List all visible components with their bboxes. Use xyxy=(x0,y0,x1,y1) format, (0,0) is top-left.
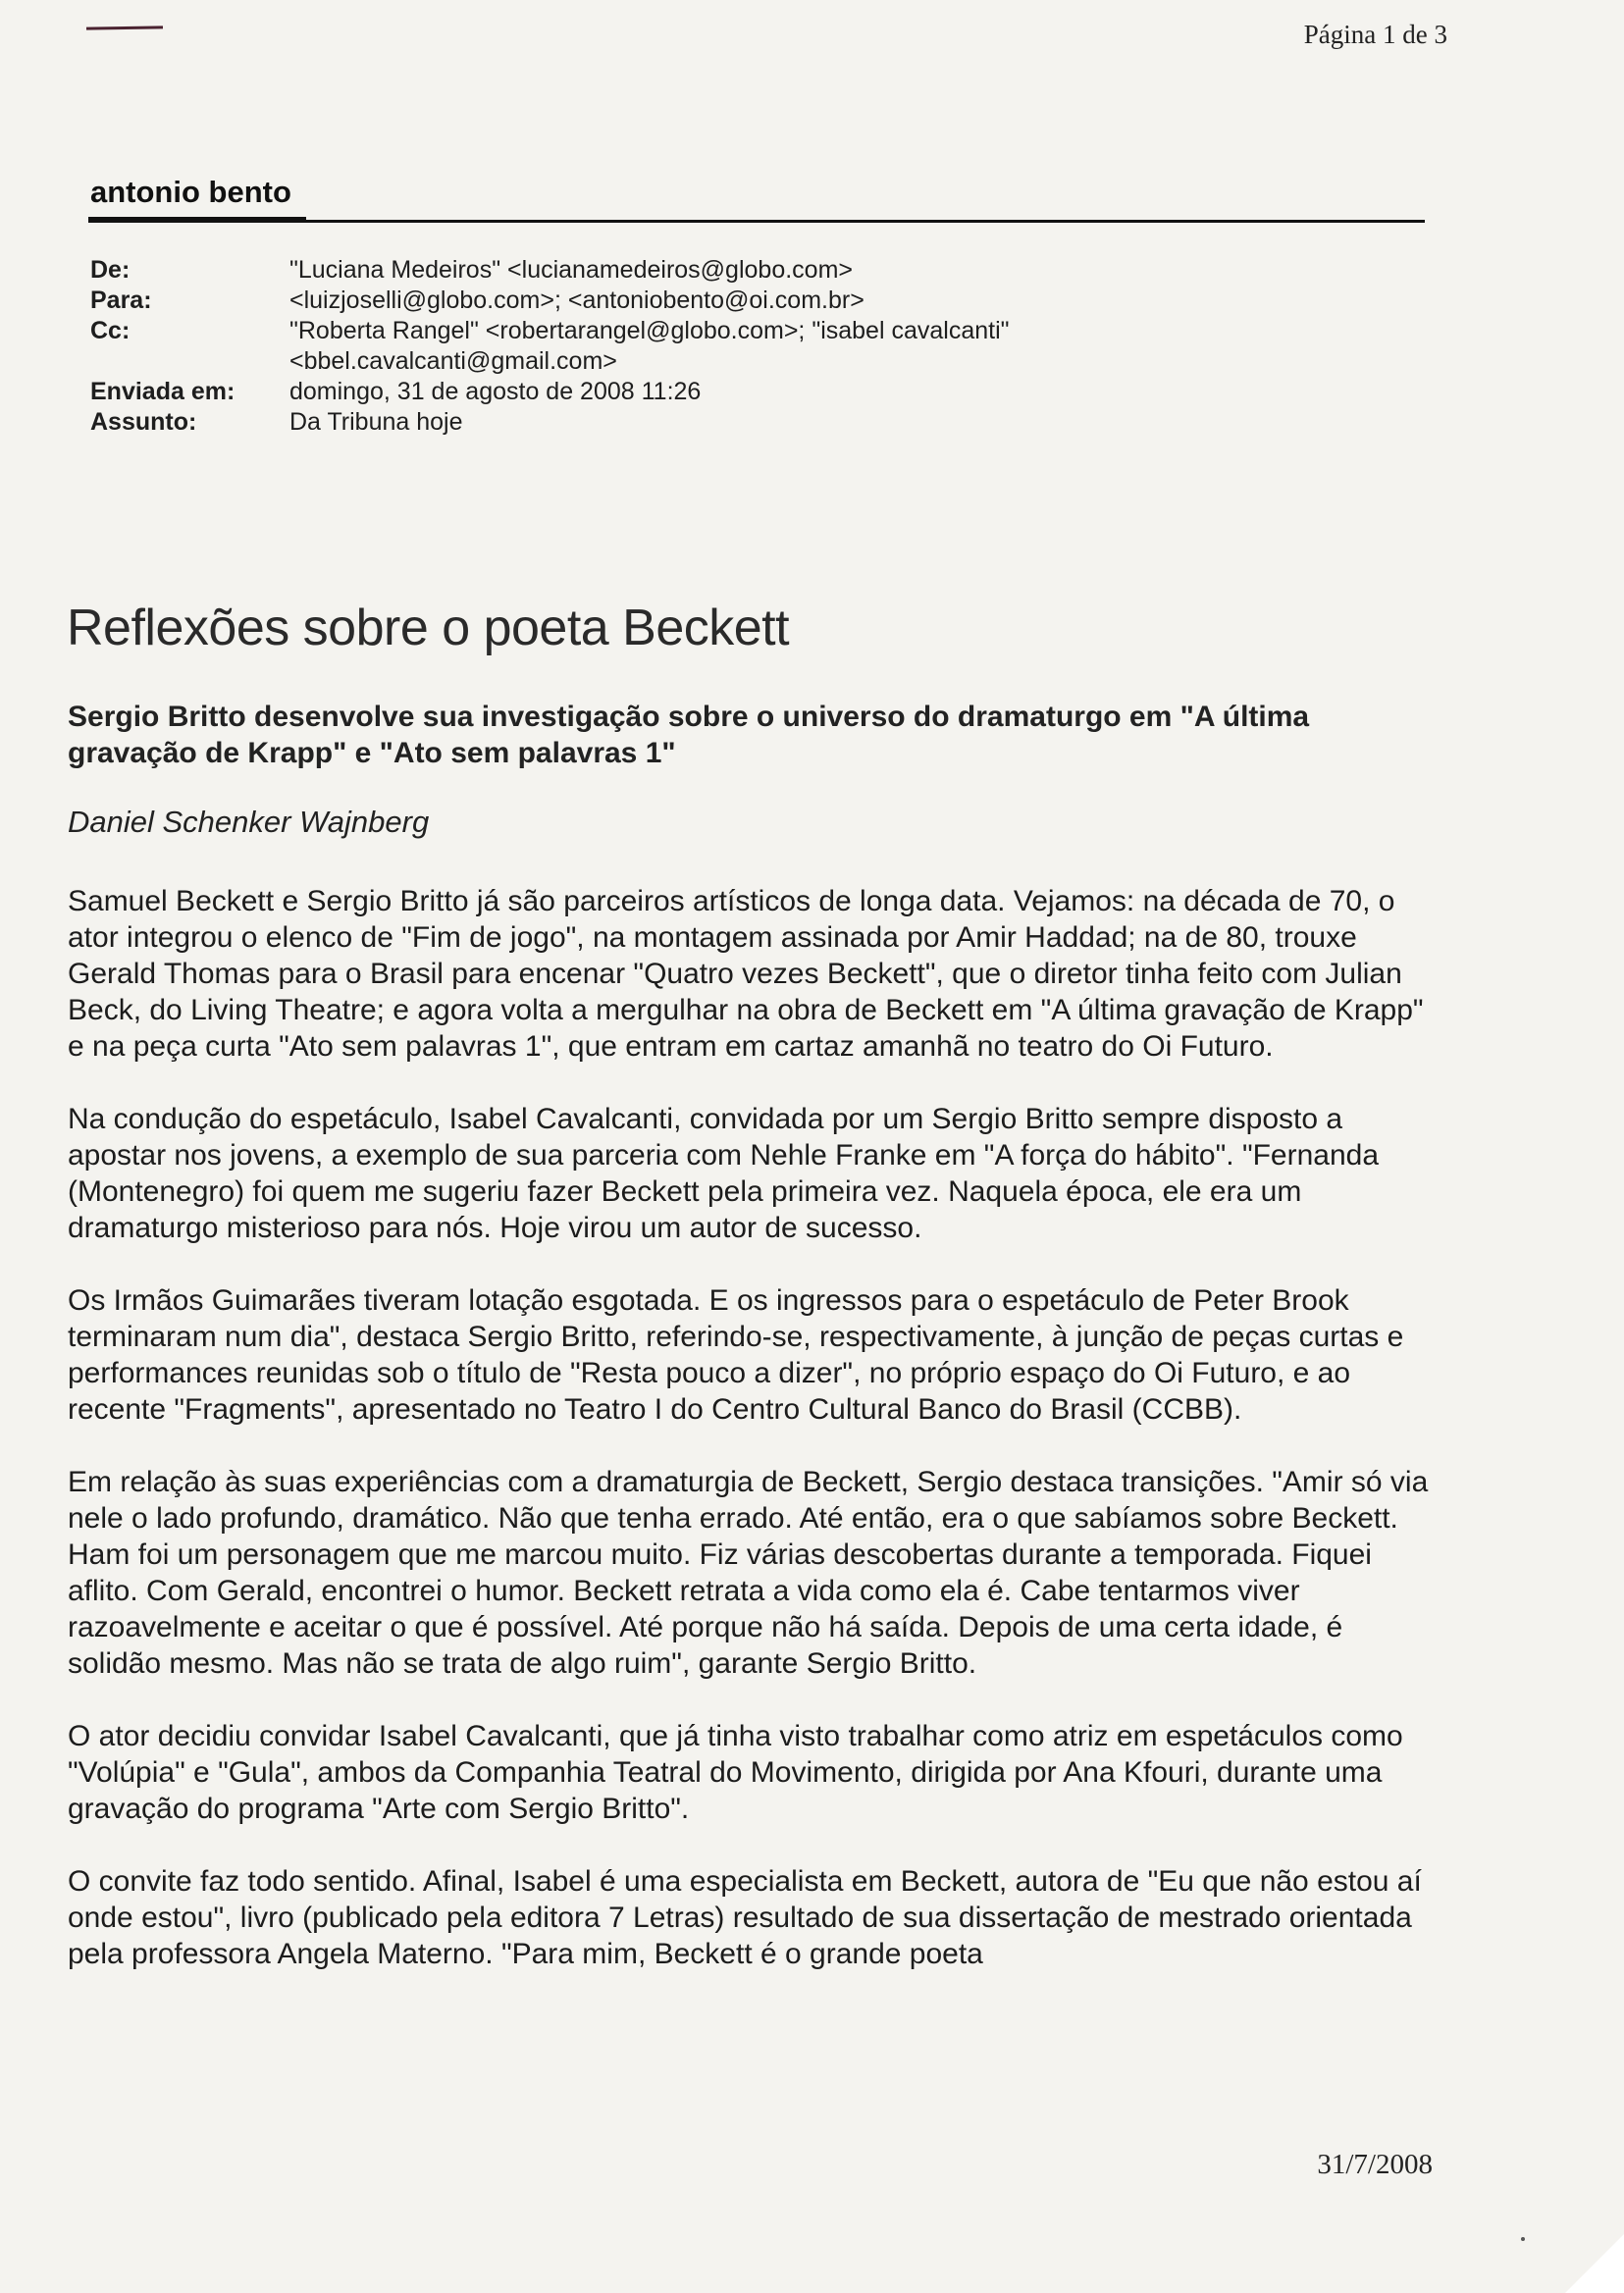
field-value: "Luciana Medeiros" <lucianamedeiros@globo.com> xyxy=(289,256,853,284)
article-paragraph: Em relação às suas experiências com a dramaturgia de Beckett, Sergio destaca transições. "Amir só via nele o lado profundo, dramático. Não que tenha errado. Até então, era o que sabíamos sobre Beckett. Ham foi um personagem que me marcou muito. Fiz várias descobertas durante a temporada. Fiquei aflito. Com Gerald, encontrei o humor. Beckett retrata a vida como ela é. Cabe tentarmos viver razoavelmente e aceitar o que é possível. Até porque não há saída. Depois de uma certa idade, é solidão mesmo. Mas não se trata de algo ruim", garante Sergio Britto. xyxy=(68,1466,1429,1680)
field-value: "Roberta Rangel" <robertarangel@globo.com>; "isabel cavalcanti" <bbel.cavalcanti@gmail.com> xyxy=(289,317,1010,375)
email-field-to xyxy=(90,286,1418,316)
field-value: <luizjoselli@globo.com>; <antoniobento@oi.com.br> xyxy=(289,287,864,314)
field-label: De: xyxy=(90,256,131,284)
article-paragraph: Samuel Beckett e Sergio Britto já são parceiros artísticos de longa data. Vejamos: na década de 70, o ator integrou o elenco de "Fim de jogo", na montagem assinada por Amir Haddad; na de 80, trouxe Gerald Thomas para o Brasil para encenar "Quatro vezes Beckett", que o diretor tinha feito com Julian Beck, do Living Theatre; e agora volta a mergulhar na obra de Beckett em "A última gravação de Krapp" e na peça curta "Ato sem palavras 1", que entram em cartaz amanhã no teatro do Oi Futuro. xyxy=(68,885,1424,1063)
field-label: Cc: xyxy=(90,317,131,344)
article-paragraph: O convite faz todo sentido. Afinal, Isabel é uma especialista em Beckett, autora de "Eu que não estou aí onde estou", livro (publicado pela editora 7 Letras) resultado de sua dissertação de mestrado orientada pela professora Angela Materno. "Para mim, Beckett é o grande poeta xyxy=(68,1865,1422,1970)
article-title: Reflexões sobre o poeta Beckett xyxy=(67,599,790,656)
article-subtitle: Sergio Britto desenvolve sua investigação sobre o universo do dramaturgo em "A última gravação de Krapp" e "Ato sem palavras 1" xyxy=(68,701,1310,769)
pen-mark xyxy=(86,26,163,29)
article-body xyxy=(68,883,1437,2008)
field-label: Enviada em: xyxy=(90,378,236,405)
article-byline: Daniel Schenker Wajnberg xyxy=(68,805,430,839)
paper-speck xyxy=(1521,2237,1525,2241)
email-field-cc xyxy=(90,316,1418,377)
email-field-sent xyxy=(90,377,1418,407)
field-value: Da Tribuna hoje xyxy=(289,408,463,436)
sender-name: antonio bento xyxy=(90,175,291,209)
email-field-from xyxy=(90,255,1418,286)
article-paragraph: Os Irmãos Guimarães tiveram lotação esgotada. E os ingressos para o espetáculo de Peter Brook terminaram num dia", destaca Sergio Britto, referindo-se, respectivamente, à junção de peças curtas e performances reunidas sob o título de "Resta pouco a dizer", no próprio espaço do Oi Futuro, e ao recente "Fragments", apresentado no Teatro I do Centro Cultural Banco do Brasil (CCBB). xyxy=(68,1284,1404,1426)
article-paragraph: O ator decidiu convidar Isabel Cavalcanti, que já tinha visto trabalhar como atriz em espetáculos como "Volúpia" e "Gula", ambos da Companhia Teatral do Movimento, dirigida por Ana Kfouri, durante uma gravação do programa "Arte com Sergio Britto". xyxy=(68,1720,1403,1825)
email-field-subject xyxy=(90,407,1418,438)
field-label: Assunto: xyxy=(90,408,197,436)
email-metadata xyxy=(90,255,1418,438)
page-corner xyxy=(1565,2234,1624,2293)
page-number: Página 1 de 3 xyxy=(1303,20,1447,49)
field-label: Para: xyxy=(90,287,152,314)
header-divider-accent xyxy=(88,217,306,223)
field-value: domingo, 31 de agosto de 2008 11:26 xyxy=(289,378,702,405)
page-footer-date: 31/7/2008 xyxy=(1317,2149,1433,2180)
article-paragraph: Na condução do espetáculo, Isabel Cavalcanti, convidada por um Sergio Britto sempre disposto a apostar nos jovens, a exemplo de sua parceria com Nehle Franke em "A força do hábito". "Fernanda (Montenegro) foi quem me sugeriu fazer Beckett pela primeira vez. Naquela época, ele era um dramaturgo misterioso para nós. Hoje virou um autor de sucesso. xyxy=(68,1103,1380,1244)
